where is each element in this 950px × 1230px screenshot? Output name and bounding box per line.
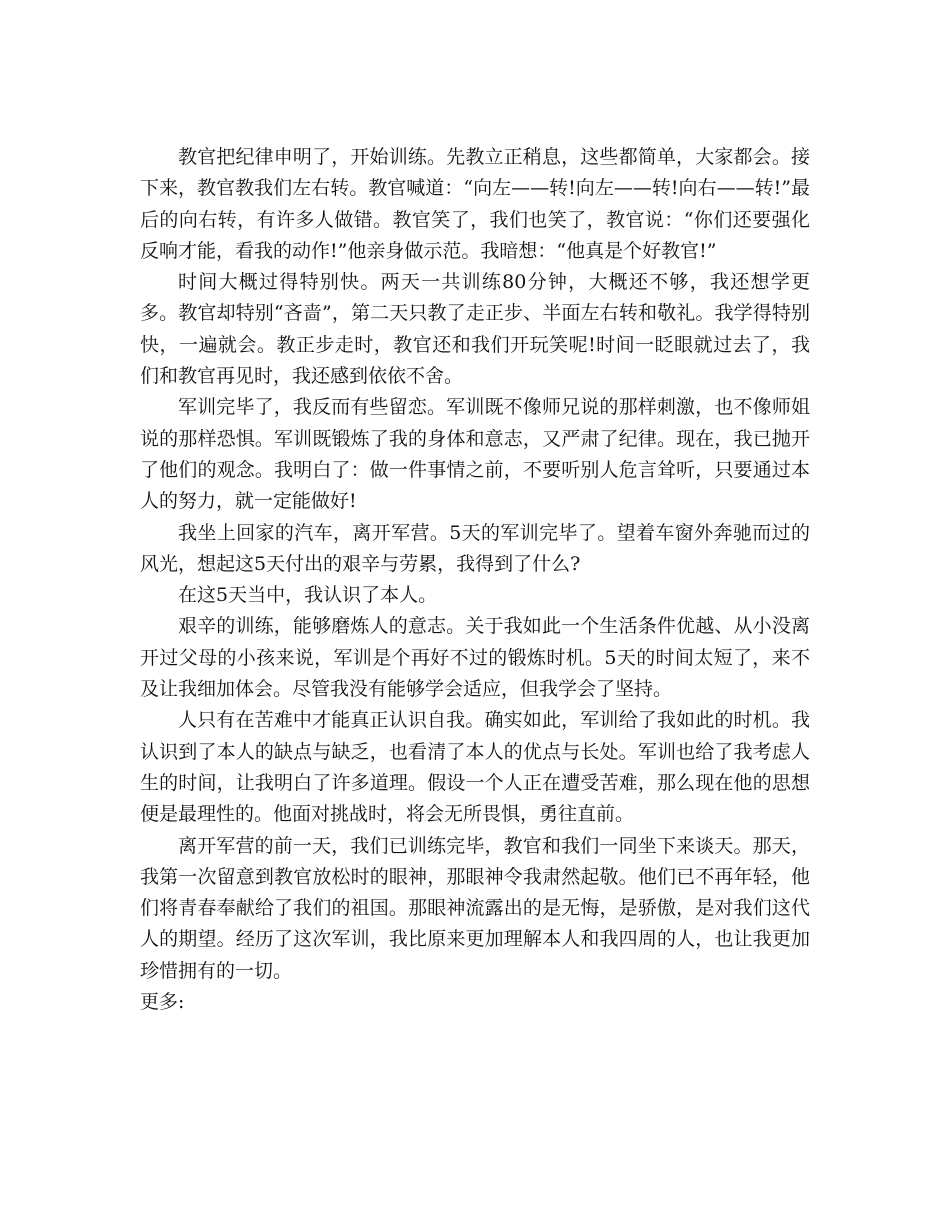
paragraph-4: 我坐上回家的汽车，离开军营。5天的军训完毕了。望着车窗外奔驰而过的风光，想起这5天付出的艰辛与劳累，我得到了什么? bbox=[140, 521, 810, 575]
paragraph-7: 人只有在苦难中才能真正认识自我。确实如此，军训给了我如此的时机。我认识到了本人的缺点与缺乏，也看清了本人的优点与长处。军训也给了我考虑人生的时间，让我明白了许多道理。假设一个人正在遭受苦难，那么现在他的思想便是最理性的。他面对挑战时，将会无所畏惧，勇往直前。 bbox=[140, 709, 810, 826]
paragraph-1: 教官把纪律申明了，开始训练。先教立正稍息，这些都简单，大家都会。接下来，教官教我们左右转。教官喊道：“向左——转!向左——转!向右——转!”最后的向右转，有许多人做错。教官笑了，我们也笑了，教官说：“你们还要强化反响才能，看我的动作!”他亲身做示范。我暗想：“他真是个好教官!” bbox=[140, 146, 810, 262]
more-label: 更多: bbox=[140, 991, 185, 1014]
paragraph-2: 时间大概过得特别快。两天一共训练80分钟，大概还不够，我还想学更多。教官却特别“吝啬”，第二天只教了走正步、半面左右转和敬礼。我学得特别快，一遍就会。教正步走时，教官还和我们开玩笑呢!时间一眨眼就过去了，我们和教官再见时，我还感到依依不舍。 bbox=[140, 271, 810, 388]
paragraph-8: 离开军营的前一天，我们已训练完毕，教官和我们一同坐下来谈天。那天，我第一次留意到教官放松时的眼神，那眼神令我肃然起敬。他们已不再年轻，他们将青春奉献给了我们的祖国。那眼神流露出的是无悔，是骄傲，是对我们这代人的期望。经历了这次军训，我比原来更加理解本人和我四周的人，也让我更加珍惜拥有的一切。 bbox=[140, 834, 810, 982]
document-page bbox=[140, 142, 810, 1018]
paragraph-3: 军训完毕了，我反而有些留恋。军训既不像师兄说的那样刺激，也不像师姐说的那样恐惧。军训既锻炼了我的身体和意志，又严肃了纪律。现在，我已抛开了他们的观念。我明白了：做一件事情之前，不要听别人危言耸听，只要通过本人的努力，就一定能做好! bbox=[140, 396, 810, 513]
paragraph-6: 艰辛的训练，能够磨炼人的意志。关于我如此一个生活条件优越、从小没离开过父母的小孩来说，军训是个再好不过的锻炼时机。5天的时间太短了，来不及让我细加体会。尽管我没有能够学会适应，但我学会了坚持。 bbox=[140, 615, 810, 701]
paragraph-5: 在这5天当中，我认识了本人。 bbox=[178, 584, 438, 607]
